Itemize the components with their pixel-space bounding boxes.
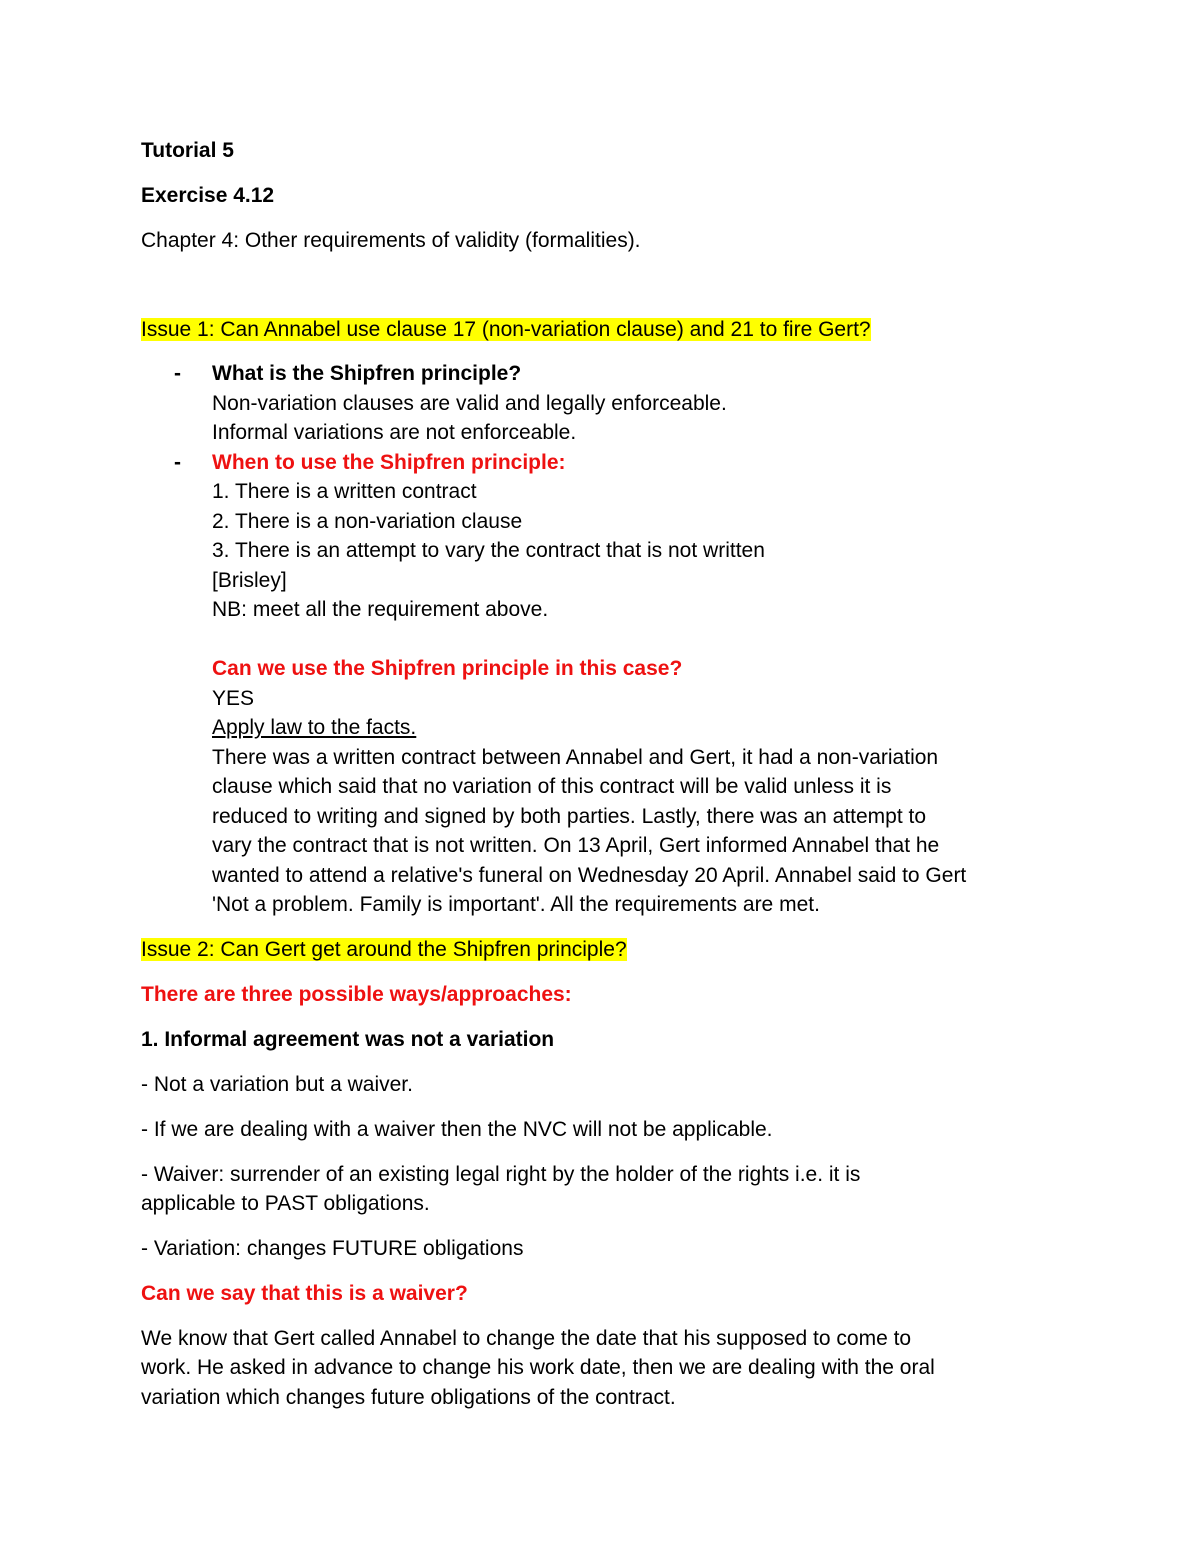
apply-line: There was a written contract between Annabel and Gert, it had a non-variation xyxy=(212,745,939,769)
variation-point: - Variation: changes FUTURE obligations xyxy=(141,1236,524,1260)
apply-law-label: Apply law to the facts. xyxy=(212,716,417,739)
spacer xyxy=(141,271,1071,315)
conclusion-line: work. He asked in advance to change his work date, then we are dealing with the oral xyxy=(141,1356,935,1379)
apply-line: vary the contract that is not written. On 13 April, Gert informed Annabel that he xyxy=(212,834,940,857)
conclusion-line: We know that Gert called Annabel to change the date that his supposed to come to xyxy=(141,1326,912,1350)
apply-line: 'Not a problem. Family is important'. All the requirements are met. xyxy=(212,893,820,916)
bullet-heading: What is the Shipfren principle? xyxy=(212,362,522,385)
note-line: NB: meet all the requirement above. xyxy=(212,598,549,621)
bullet-shipfren-definition xyxy=(141,359,1071,448)
issue-1-highlight: Issue 1: Can Annabel use clause 17 (non-variation clause) and 21 to fire Gert? xyxy=(141,318,871,341)
waiver-line: applicable to PAST obligations. xyxy=(141,1192,430,1215)
conclusion-paragraph xyxy=(141,1324,1071,1413)
issue-1-bullets xyxy=(141,359,1071,920)
issue-2-heading xyxy=(141,935,1071,980)
requirement-line: 3. There is an attempt to vary the contract that is not written xyxy=(212,539,765,562)
exercise-heading: Exercise 4.12 xyxy=(141,184,275,207)
bullet-dash: - xyxy=(174,362,181,385)
issue-1-heading xyxy=(141,315,1071,359)
approaches-heading: There are three possible ways/approaches: xyxy=(141,982,572,1006)
waiver-definition xyxy=(141,1160,1071,1219)
bullet-line: Non-variation clauses are valid and legally enforceable. xyxy=(212,391,727,415)
apply-line: clause which said that no variation of this contract will be valid unless it is xyxy=(212,775,892,798)
requirement-line: 1. There is a written contract xyxy=(212,480,477,503)
bullet-line: Informal variations are not enforceable. xyxy=(212,421,577,444)
answer-line: YES xyxy=(212,686,255,710)
document-title: Tutorial 5 xyxy=(141,139,234,162)
bullet-heading-red: When to use the Shipfren principle: xyxy=(212,450,566,474)
apply-line: reduced to writing and signed by both parties. Lastly, there was an attempt to xyxy=(212,804,927,828)
bullet-dash: - xyxy=(174,450,181,474)
approach-1-heading: 1. Informal agreement was not a variation xyxy=(141,1027,555,1051)
conclusion-line: variation which changes future obligations of the contract. xyxy=(141,1385,676,1409)
case-citation: [Brisley] xyxy=(212,568,287,592)
blank-line xyxy=(212,625,1071,655)
waiver-question: Can we say that this is a waiver? xyxy=(141,1281,468,1305)
point-line: - If we are dealing with a waiver then the NVC will not be applicable. xyxy=(141,1117,773,1141)
apply-line: wanted to attend a relative's funeral on Wednesday 20 April. Annabel said to Gert xyxy=(212,863,967,887)
chapter-line: Chapter 4: Other requirements of validity (formalities). xyxy=(141,229,641,252)
point-line: - Not a variation but a waiver. xyxy=(141,1072,413,1096)
requirement-line: 2. There is a non-variation clause xyxy=(212,509,523,533)
bullet-shipfren-usage xyxy=(141,448,1071,920)
spacer xyxy=(141,920,1071,935)
waiver-line: - Waiver: surrender of an existing legal right by the holder of the rights i.e. it is xyxy=(141,1162,861,1186)
question-heading: Can we use the Shipfren principle in this case? xyxy=(212,657,683,680)
issue-2-highlight: Issue 2: Can Gert get around the Shipfren principle? xyxy=(141,937,627,961)
document-page xyxy=(141,136,1071,1412)
